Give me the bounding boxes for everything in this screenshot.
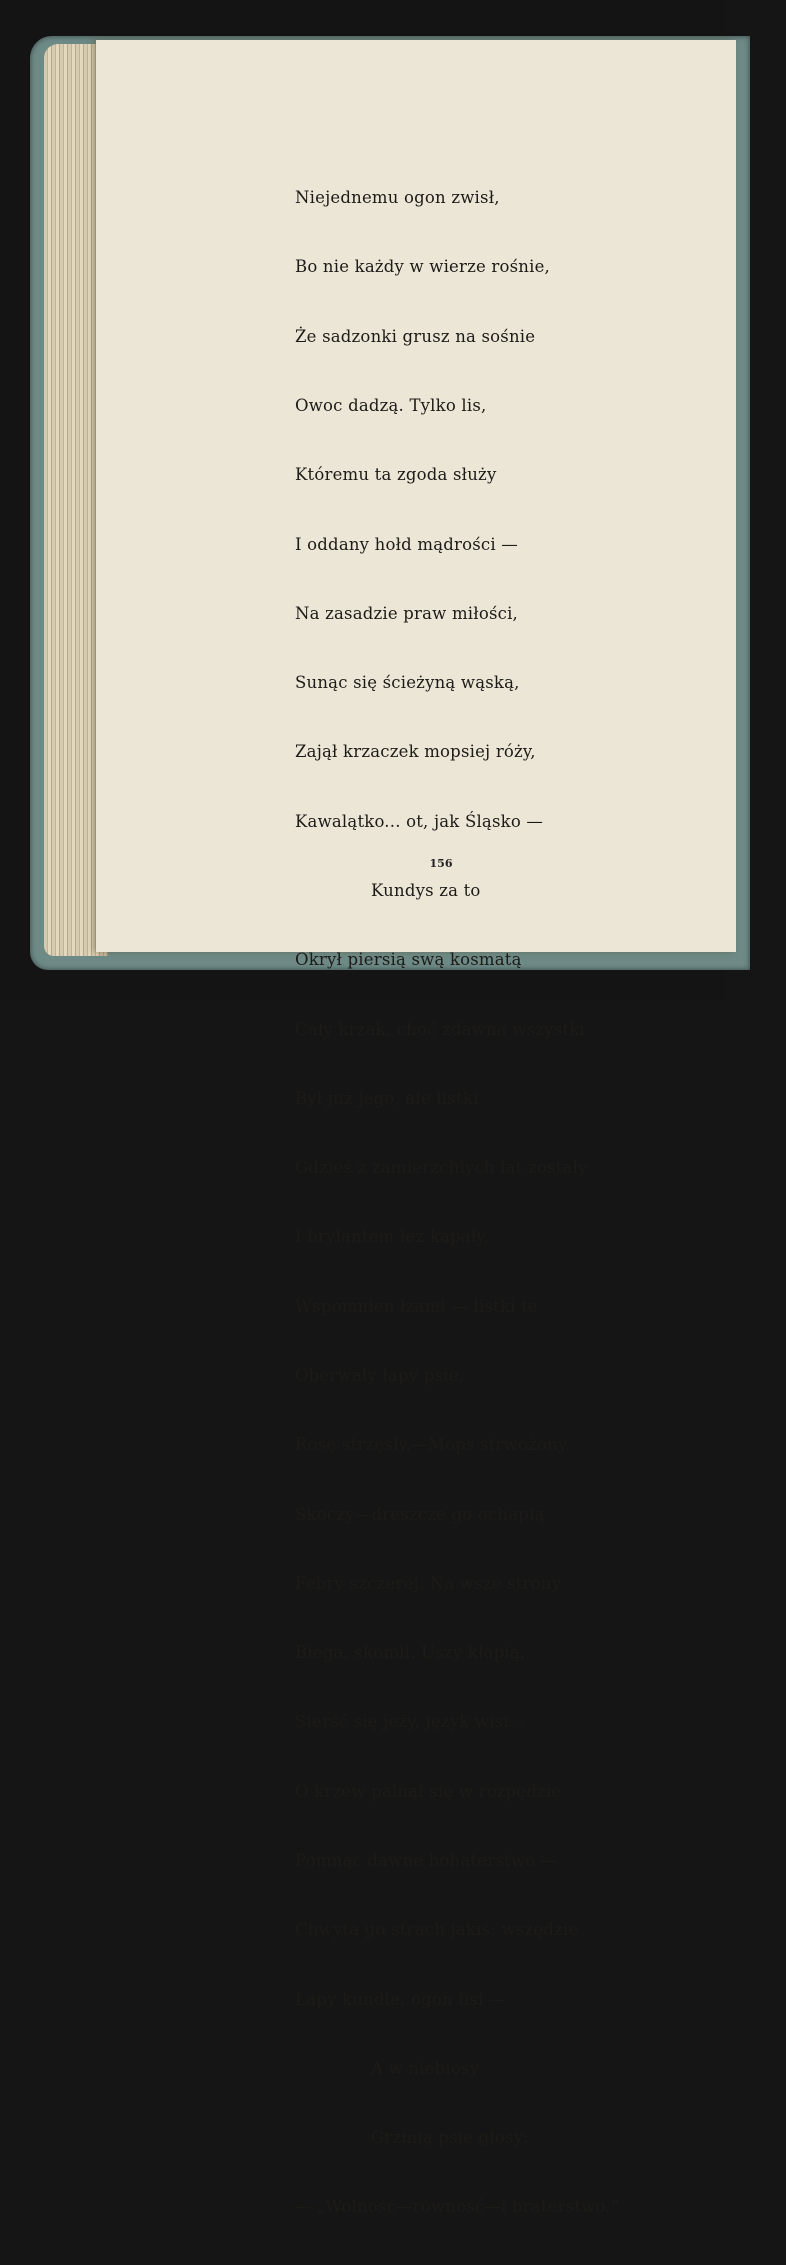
- page-number: 156: [429, 857, 453, 870]
- book-page: [96, 40, 736, 2217]
- poem-line: Niejednemu ogon zwisł,: [295, 188, 500, 208]
- poem-line: Sunąc się ścieżyną wąską,: [295, 673, 520, 693]
- poem-line: Pomnąc dawne bohaterstwo —: [295, 1850, 558, 1870]
- poem-line: I brylantem łez kapały,: [295, 1227, 490, 1247]
- poem-line: Kundys za to: [371, 881, 481, 900]
- poem-line: Oberwały łapy psie,: [295, 1365, 465, 1385]
- poem-line: Okrył piersią swą kosmatą: [295, 950, 522, 970]
- poem-line: Biega, skomli. Uszy kłapią,: [295, 1643, 526, 1663]
- poem-line: Cały krzak, choć zdawna wszystki: [295, 1019, 585, 1039]
- poem-line: I oddany hołd mądrości —: [295, 534, 518, 554]
- poem-line: Że sadzonki grusz na sośnie: [295, 326, 536, 346]
- poem-line: Któremu ta zgoda służy: [295, 465, 497, 485]
- poem-line: O krzew palnął się w rozpędzie: [295, 1781, 562, 1801]
- poem-line: Grzmią psie głosy:: [371, 2128, 529, 2148]
- poem-line: Chwyta go strach jakiś: wszędzie: [295, 1920, 579, 1940]
- poem-line: — „Wolność—równość—i braterstwo.“: [295, 2197, 620, 2217]
- poem-line: Rosę strzęsły.—Mops strwożony: [295, 1435, 568, 1455]
- poem-line: Łapy kundle, ogon lisi —: [295, 1989, 506, 2009]
- poem-line: Sierść się jeży, język wisi...: [295, 1712, 526, 1732]
- poem-line: Zajął krzaczek mopsiej róży,: [295, 742, 536, 762]
- poem-line: A w niebiosy: [371, 2058, 480, 2078]
- poem-line: Wspomnień łzami — listki te: [295, 1296, 538, 1316]
- poem-line: Owoc dadzą. Tylko lis,: [295, 396, 487, 416]
- poem-line: Skoczy—dreszcze go ochapią: [295, 1504, 545, 1524]
- poem-line: Był już jego, ale listki: [295, 1088, 479, 1108]
- poem-line: Na zasadzie praw miłości,: [295, 603, 518, 623]
- poem-line: Febry szczerej. Na wsze strony: [295, 1573, 562, 1593]
- poem-text: [295, 140, 619, 2265]
- poem-line: Kawalątko... ot, jak Śląsko —: [295, 811, 544, 831]
- poem-line: Gdzieś z zamierzchłych lat zostały: [295, 1158, 588, 1178]
- poem-line: Bo nie każdy w wierze rośnie,: [295, 257, 550, 277]
